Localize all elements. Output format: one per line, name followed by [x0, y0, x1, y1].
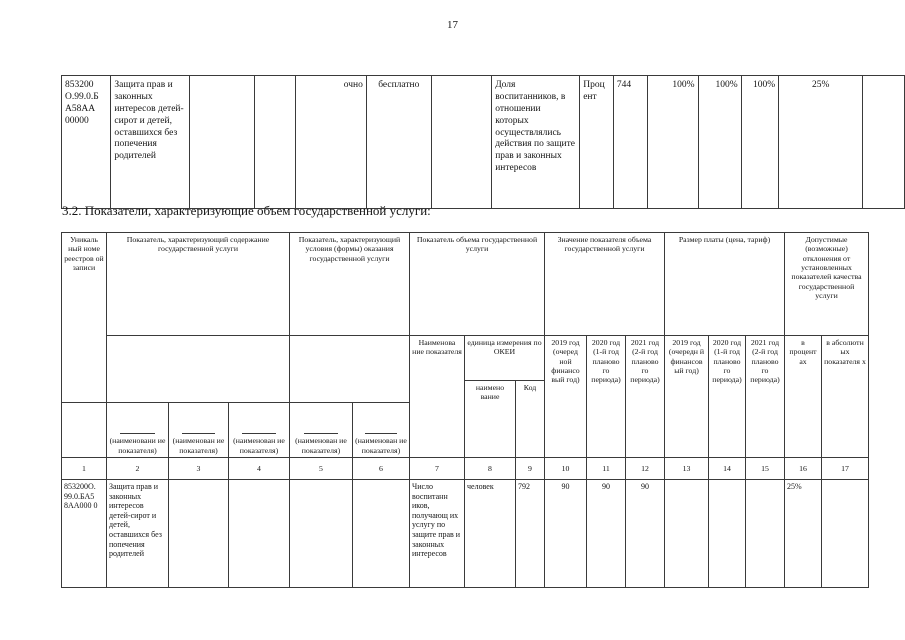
unit-code: 792	[516, 480, 545, 588]
deviation-header: Допустимые (возможные) отклонения от установленных показателей качества государственной услуги	[785, 233, 869, 336]
value-2020: 90	[587, 480, 626, 588]
condition-subheader-area	[290, 336, 410, 403]
content-subheader-area	[107, 336, 290, 403]
condition-subheader-1: (наименован ие показателя)	[290, 403, 353, 458]
column-number-row	[62, 458, 869, 480]
indicator-name: Число воспитанн иков, получающ их услугу по защите прав и законных интересов	[410, 480, 465, 588]
table-row	[62, 480, 869, 588]
empty-cell	[863, 76, 905, 209]
unit-name-header: наимено вание	[465, 381, 516, 458]
deviation-value: 25%	[779, 76, 863, 209]
value-2019: 100%	[648, 76, 699, 209]
column-number: 6	[353, 458, 410, 480]
service-payment: бесплатно	[366, 76, 431, 209]
dev-percent-header: в процент ах	[785, 336, 822, 458]
empty-cell	[169, 480, 229, 588]
table-row	[62, 76, 905, 209]
empty-cell	[189, 76, 254, 209]
empty-cell	[290, 480, 353, 588]
vol-2019-header: 2019 год (очеред ной финансо вый год)	[545, 336, 587, 458]
empty-cell	[665, 480, 709, 588]
content-subheader-3: (наименован ие показателя)	[229, 403, 290, 458]
column-number: 11	[587, 458, 626, 480]
registry-code: 853200 О.99.0.Б А58АА 00000	[62, 76, 111, 209]
fee-header: Размер платы (цена, тариф)	[665, 233, 785, 336]
indicator-name: Доля воспитанников, в отношении которых осуществлялись действия по защите прав и законных интересов	[492, 76, 580, 209]
empty-cell	[62, 403, 107, 458]
value-2021: 90	[626, 480, 665, 588]
empty-cell	[822, 480, 869, 588]
column-number: 8	[465, 458, 516, 480]
column-number: 14	[709, 458, 746, 480]
column-number: 15	[746, 458, 785, 480]
empty-cell	[746, 480, 785, 588]
quality-indicator-table	[61, 75, 905, 209]
volume-indicator-table	[61, 232, 869, 588]
column-number: 5	[290, 458, 353, 480]
service-content: Защита прав и законных интересов детей-сирот и детей, оставшихся без попечения родителей	[111, 76, 189, 209]
column-number: 2	[107, 458, 169, 480]
volume-value-header: Значение показателя объема государственной услуги	[545, 233, 665, 336]
empty-cell	[353, 480, 410, 588]
vol-2021-header: 2021 год (2-й год планово го периода)	[626, 336, 665, 458]
condition-header: Показатель, характеризующий условия (формы) оказания государственной услуги	[290, 233, 410, 336]
column-number: 9	[516, 458, 545, 480]
registry-code: 853200О. 99.0.БА5 8АА000 0	[62, 480, 107, 588]
unit-name: Проц ент	[580, 76, 614, 209]
column-number: 3	[169, 458, 229, 480]
fee-2019-header: 2019 год (очередн й финансов ый год)	[665, 336, 709, 458]
column-number: 13	[665, 458, 709, 480]
column-number: 1	[62, 458, 107, 480]
fee-2021-header: 2021 год (2-й год планово го периода)	[746, 336, 785, 458]
empty-cell	[709, 480, 746, 588]
unit-name: человек	[465, 480, 516, 588]
column-number: 7	[410, 458, 465, 480]
value-2020: 100%	[698, 76, 741, 209]
empty-cell	[255, 76, 296, 209]
vol-2020-header: 2020 год (1-й год планово го периода)	[587, 336, 626, 458]
content-subheader-1: (наименовани ие показателя)	[107, 403, 169, 458]
okei-code: 744	[613, 76, 647, 209]
column-number: 16	[785, 458, 822, 480]
volume-indicator-header: Показатель объема государственной услуги	[410, 233, 545, 336]
value-2019: 90	[545, 480, 587, 588]
okei-unit-header: единица измерения по ОКЕИ	[465, 336, 545, 381]
indicator-name-header: Наименова ние показателя	[410, 336, 465, 458]
deviation-percent: 25%	[785, 480, 822, 588]
service-form: очно	[295, 76, 366, 209]
unit-code-header: Код	[516, 381, 545, 458]
content-subheader-2: (наименован ие показателя)	[169, 403, 229, 458]
dev-absolute-header: в абсолютн ых показателя х	[822, 336, 869, 458]
header-row	[62, 233, 869, 336]
service-content: Защита прав и законных интересов детей-сирот и детей, оставшихся без попечения родителей	[107, 480, 169, 588]
value-2021: 100%	[741, 76, 778, 209]
empty-cell	[229, 480, 290, 588]
column-number: 17	[822, 458, 869, 480]
column-number: 10	[545, 458, 587, 480]
page-number: 17	[447, 19, 458, 31]
condition-subheader-2: (наименован ие показателя)	[353, 403, 410, 458]
content-header: Показатель, характеризующий содержание государственной услуги	[107, 233, 290, 336]
empty-cell	[431, 76, 491, 209]
column-number: 4	[229, 458, 290, 480]
registry-header: Уникаль ный номе реестров ой записи	[62, 233, 107, 403]
column-number: 12	[626, 458, 665, 480]
header-row	[62, 336, 869, 381]
section-heading: 3.2. Показатели, характеризующие объем государственной услуги:	[62, 203, 431, 218]
fee-2020-header: 2020 год (1-й год планово го периода)	[709, 336, 746, 458]
